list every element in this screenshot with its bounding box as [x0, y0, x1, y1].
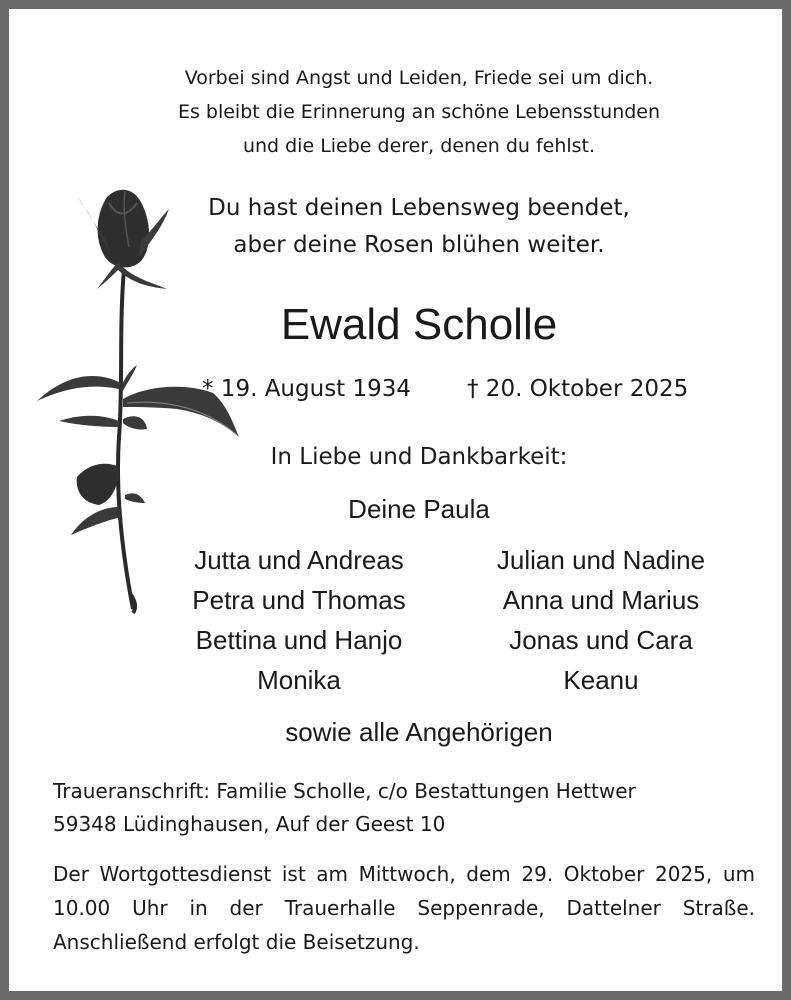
family-member: Jonas und Cara — [509, 625, 693, 655]
death-date: † 20. Oktober 2025 — [467, 376, 689, 402]
verse-line: Es bleibt die Erinnerung an schöne Lebensstunden — [177, 101, 661, 123]
service-info — [53, 857, 755, 959]
verse — [149, 61, 689, 163]
verse-line: und die Liebe derer, denen du fehlst. — [242, 135, 596, 157]
quote-line: Du hast deinen Lebensweg beendet, — [208, 195, 630, 221]
birth-date: * 19. August 1934 — [202, 376, 412, 402]
family-member: Monika — [257, 665, 341, 695]
mourning-address — [53, 775, 636, 841]
service-line: Anschließend erfolgt die Beisetzung. — [53, 930, 420, 954]
relatives-line: sowie alle Angehörigen — [285, 717, 553, 747]
spouse-name: Deine Paula — [348, 494, 490, 524]
quote-line: aber deine Rosen blühen weiter. — [233, 232, 605, 258]
service-line: 10.00 Uhr in der Trauerhalle Seppenrade, Dattelner Straße. — [53, 896, 755, 920]
service-line: Der Wortgottesdienst ist am Mittwoch, dem 29. Oktober 2025, um — [53, 862, 755, 886]
family-member: Bettina und Hanjo — [195, 625, 403, 655]
family-member: Anna und Marius — [502, 585, 700, 615]
family-left-column — [159, 540, 439, 700]
address-line: Traueranschrift: Familie Scholle, c/o Bestattungen Hettwer — [53, 779, 636, 803]
family-member: Keanu — [563, 665, 639, 695]
verse-line: Vorbei sind Angst und Leiden, Friede sei um dich. — [184, 67, 654, 89]
family-right-column — [461, 540, 741, 700]
quote — [149, 190, 689, 264]
thanks-line: In Liebe und Dankbarkeit: — [270, 444, 568, 470]
deceased-name: Ewald Scholle — [280, 300, 558, 349]
family-member: Petra und Thomas — [192, 585, 406, 615]
family-member: Julian und Nadine — [496, 545, 706, 575]
address-line: 59348 Lüdinghausen, Auf der Geest 10 — [53, 812, 446, 836]
family-member: Jutta und Andreas — [194, 545, 404, 575]
